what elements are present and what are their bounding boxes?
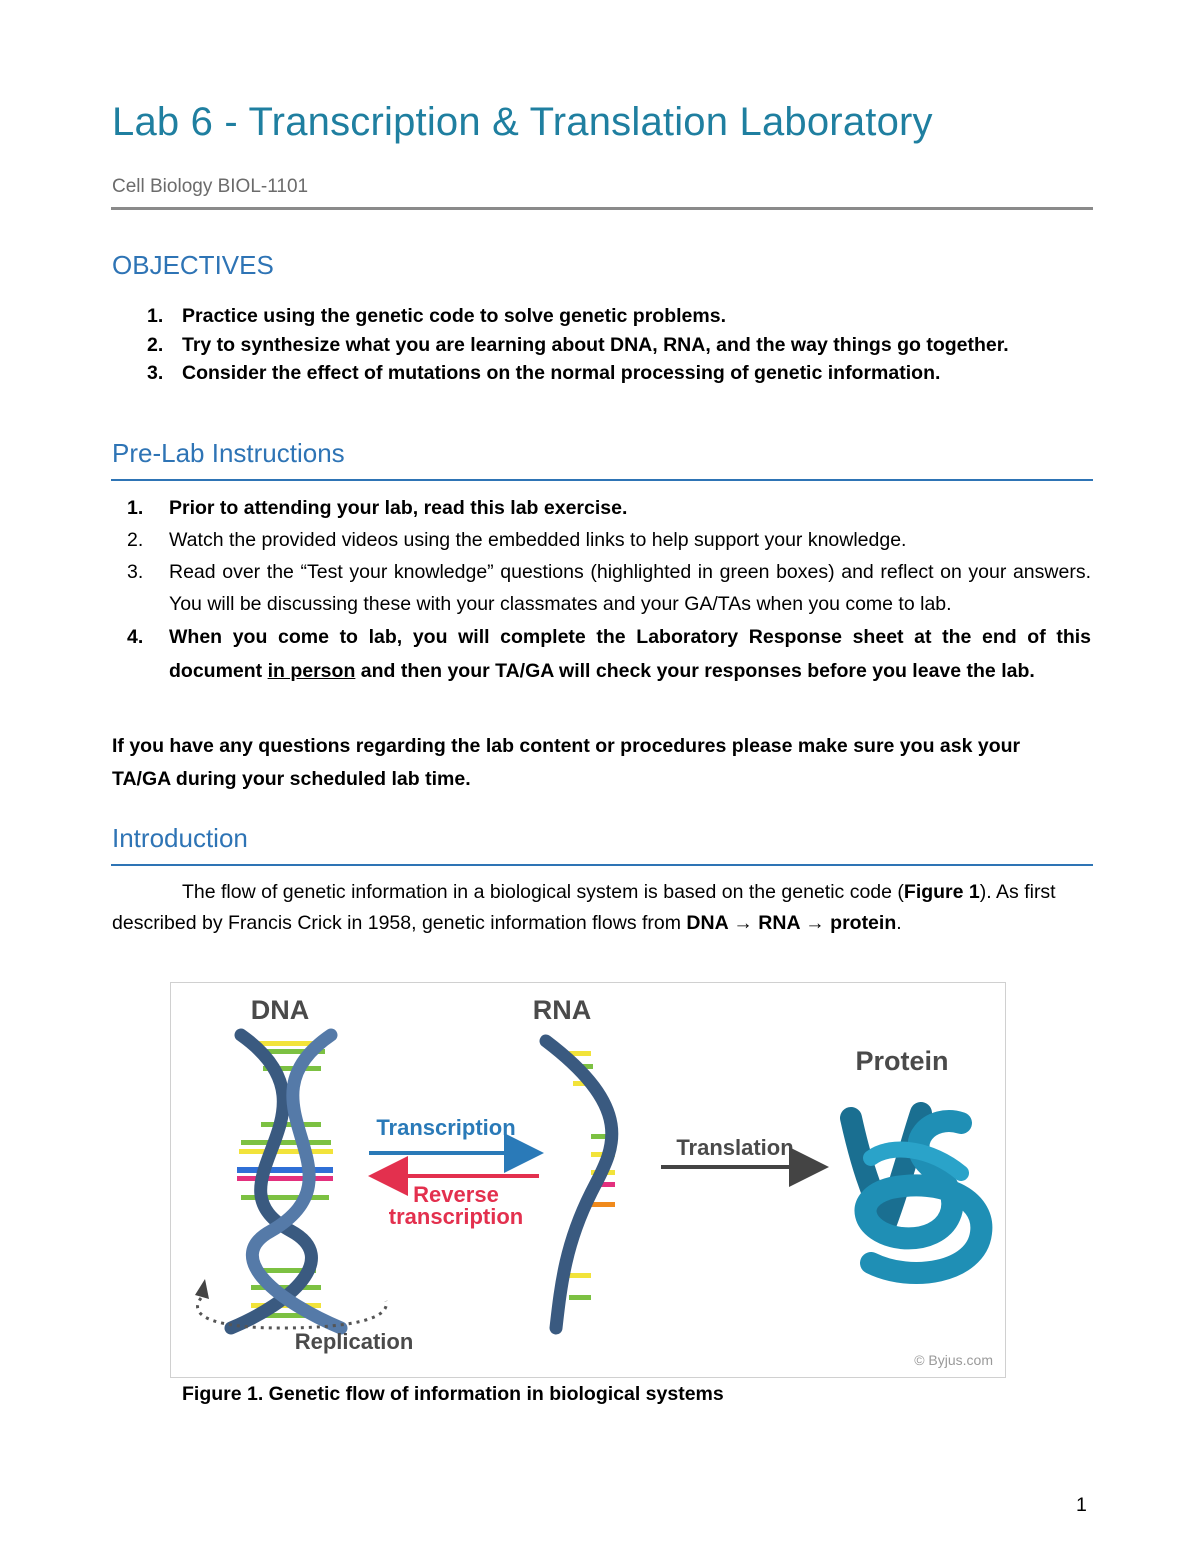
objectives-heading: OBJECTIVES xyxy=(112,250,274,280)
prelab-divider xyxy=(111,479,1093,481)
rna-term: RNA xyxy=(758,912,800,934)
list-number: 1. xyxy=(127,497,144,519)
objective-item xyxy=(147,359,1009,388)
prelab-item xyxy=(127,620,1091,688)
intro-text: The flow of genetic information in a biological system is based on the genetic code ( xyxy=(182,881,904,903)
prelab-item xyxy=(127,492,1091,524)
list-number: 3. xyxy=(127,561,144,583)
dna-term: DNA xyxy=(686,912,728,934)
objectives-list xyxy=(147,302,1009,388)
prelab-item xyxy=(127,556,1091,620)
objective-text: Consider the effect of mutations on the normal processing of genetic information. xyxy=(182,362,941,384)
page-title: Lab 6 - Transcription & Translation Laboratory xyxy=(112,100,933,144)
prelab-text: and then your TA/GA will check your responses before you leave the lab. xyxy=(355,660,1035,682)
dna-helix xyxy=(231,1035,341,1328)
list-number: 1. xyxy=(147,305,164,327)
list-number: 2. xyxy=(147,333,164,356)
transcription-label: Transcription xyxy=(376,1115,516,1140)
prelab-text: Prior to attending your lab, read this lab exercise. xyxy=(169,497,628,519)
figure-caption: Figure 1. Genetic flow of information in biological systems xyxy=(182,1383,724,1405)
prelab-text: Read over the “Test your knowledge” questions (highlighted in green boxes) and reflect on your answers. You will be discussing these with your classmates and your GA/TAs when you come to lab. xyxy=(169,561,1091,615)
figure-ref: Figure 1 xyxy=(903,881,980,903)
title-divider xyxy=(111,207,1093,210)
prelab-item xyxy=(127,524,1091,556)
introduction-divider xyxy=(111,864,1093,866)
genetic-flow-figure xyxy=(170,982,1006,1378)
objective-text: Try to synthesize what you are learning about DNA, RNA, and the way things go together. xyxy=(182,333,1009,356)
course-subtitle: Cell Biology BIOL-1101 xyxy=(112,176,309,197)
protein-icon xyxy=(851,1113,981,1273)
page-number: 1 xyxy=(1076,1494,1087,1516)
replication-arrowhead-icon xyxy=(195,1279,209,1299)
objective-item xyxy=(147,331,1009,360)
figure-illustration xyxy=(171,983,1005,1377)
reverse-label: transcription xyxy=(388,1204,524,1229)
credit-text: © Byjus.com xyxy=(914,1352,993,1368)
prelab-text: Watch the provided videos using the embedded links to help support your knowledge. xyxy=(169,529,907,551)
arrow-icon: → xyxy=(799,912,831,934)
objective-text: Practice using the genetic code to solve genetic problems. xyxy=(182,305,726,327)
protein-label: Protein xyxy=(855,1046,949,1076)
list-number: 3. xyxy=(147,362,164,384)
intro-paragraph xyxy=(112,877,1092,939)
dna-label: DNA xyxy=(250,995,310,1025)
list-number: 4. xyxy=(127,626,144,648)
translation-label: Translation xyxy=(676,1135,794,1160)
protein-term: protein xyxy=(830,912,897,934)
objective-item xyxy=(147,302,1009,331)
replication-label: Replication xyxy=(294,1329,414,1354)
questions-note: If you have any questions regarding the lab content or procedures please make sure you ask your TA/GA during your scheduled lab time. xyxy=(112,735,1021,790)
prelab-list xyxy=(127,492,1091,688)
intro-text: . xyxy=(896,912,902,934)
prelab-heading: Pre-Lab Instructions xyxy=(112,438,345,468)
intro-text: ). As first described by Francis Crick in 1958, genetic information flows from xyxy=(112,881,1056,934)
rna-label: RNA xyxy=(532,995,592,1025)
underlined-text: in person xyxy=(267,660,356,682)
reverse-label: Reverse xyxy=(413,1182,499,1207)
list-number: 2. xyxy=(127,529,144,551)
introduction-heading: Introduction xyxy=(112,823,248,853)
arrow-icon: → xyxy=(727,912,759,934)
prelab-text: When you come to lab, you will complete the Laboratory Response sheet at the end of this document xyxy=(169,626,1091,682)
